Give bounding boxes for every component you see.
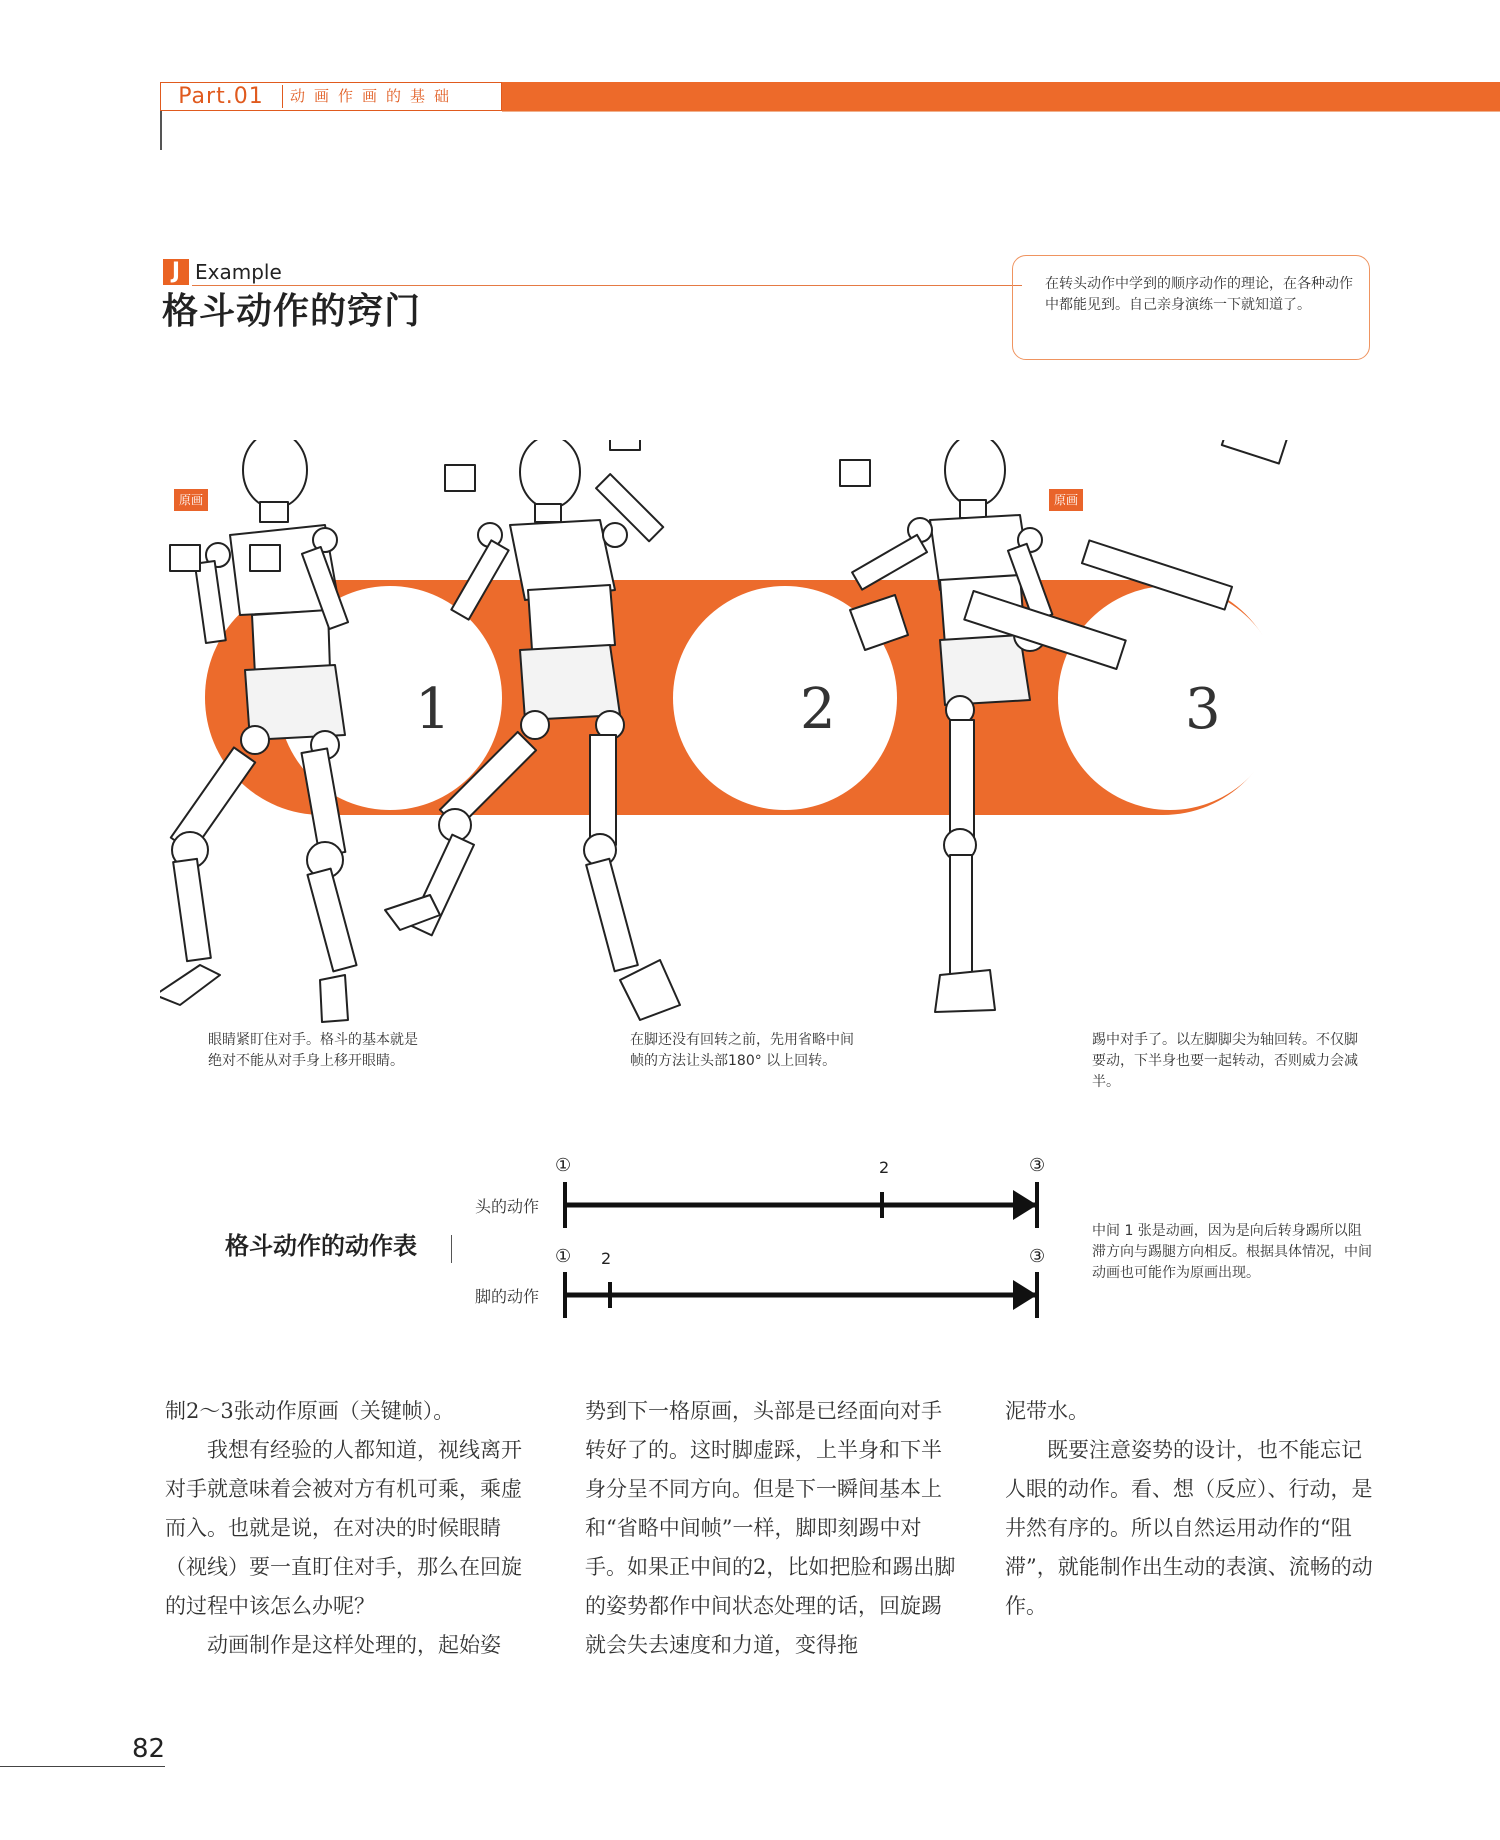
keyframe-tag-3: 原画	[1049, 489, 1083, 511]
foot-action-label: 脚的动作	[475, 1287, 540, 1306]
body-column-2	[585, 1392, 957, 1665]
head-mid-marker: 2	[879, 1158, 890, 1177]
figure-1-guard-stance	[160, 440, 357, 1022]
header-divider	[282, 85, 283, 108]
caption-3: 踢中对手了。以左脚脚尖为轴回转。不仅脚要动，下半身也要一起转动，否则威力会减半。	[1092, 1032, 1358, 1090]
fighting-figures-illustration	[160, 440, 1460, 1040]
pose-number-3: 3	[1185, 677, 1221, 742]
pose-number-2: 2	[800, 677, 836, 742]
foot-start-marker: ①	[555, 1246, 572, 1267]
col2-paragraph-1: 势到下一格原画，头部是已经面向对手转好了的。这时脚虚踩，上半身和下半身分呈不同方向。但是下一瞬间基本上和“省略中间帧”一样，脚即刻踢中对手。如果正中间的2，比如把脸和踢出脚的姿势都作中间状态处理的话，回旋踢就会失去速度和力道，变得拖	[585, 1399, 956, 1657]
part-label: Part.01	[178, 84, 264, 109]
header-orange-bar	[502, 82, 1500, 111]
col3-paragraph-1: 泥带水。	[1005, 1399, 1089, 1423]
pose-number-1: 1	[415, 677, 451, 742]
timing-chart-title: 格斗动作的动作表	[225, 1232, 417, 1260]
header-bar-underline	[502, 111, 1500, 112]
head-action-label: 头的动作	[475, 1197, 540, 1216]
col1-paragraph-1: 制2～3张动作原画（关键帧）。	[165, 1399, 455, 1423]
body-column-1	[165, 1392, 537, 1665]
section-label: 动画作画的基础	[290, 87, 459, 105]
col1-paragraph-2: 我想有经验的人都知道，视线离开对手就意味着会被对方有机可乘，乘虚而入。也就是说，在对决的时候眼睛（视线）要一直盯住对手，那么在回旋的过程中该怎么办呢？	[165, 1438, 522, 1618]
foot-end-marker: ③	[1029, 1246, 1046, 1267]
head-start-marker: ①	[555, 1155, 572, 1176]
example-badge: J	[163, 259, 189, 285]
timing-chart-note: 中间 1 张是动画，因为是向后转身踢所以阻滞方向与踢腿方向相反。根据具体情况，中间动画也可能作为原画出现。	[1092, 1223, 1372, 1281]
head-end-marker: ③	[1029, 1155, 1046, 1176]
page-title: 格斗动作的窍门	[162, 291, 422, 332]
timing-chart-lines	[555, 1170, 1055, 1320]
example-label: Example	[195, 260, 282, 284]
col3-paragraph-2: 既要注意姿势的设计，也不能忘记人眼的动作。看、想（反应）、行动，是井然有序的。所以自然运用动作的“阻滞”，就能制作出生动的表演、流畅的动作。	[1005, 1438, 1373, 1618]
footer-rule	[0, 1766, 165, 1767]
caption-2: 在脚还没有回转之前，先用省略中间帧的方法让头部180° 以上回转。	[630, 1032, 854, 1069]
page-number: 82	[132, 1734, 166, 1764]
foot-mid-marker: 2	[601, 1249, 612, 1268]
keyframe-tag-1: 原画	[174, 489, 208, 511]
body-column-3	[1005, 1392, 1377, 1626]
note-text: 在转头动作中学到的顺序动作的理论，在各种动作中都能见到。自己亲身演练一下就知道了。	[1045, 276, 1353, 313]
col1-paragraph-3: 动画制作是这样处理的，起始姿	[207, 1633, 501, 1657]
timing-chart-title-bar	[451, 1235, 452, 1263]
circle-3	[1058, 586, 1282, 810]
caption-1: 眼睛紧盯住对手。格斗的基本就是绝对不能从对手身上移开眼睛。	[208, 1032, 418, 1069]
example-rule	[192, 285, 1022, 286]
